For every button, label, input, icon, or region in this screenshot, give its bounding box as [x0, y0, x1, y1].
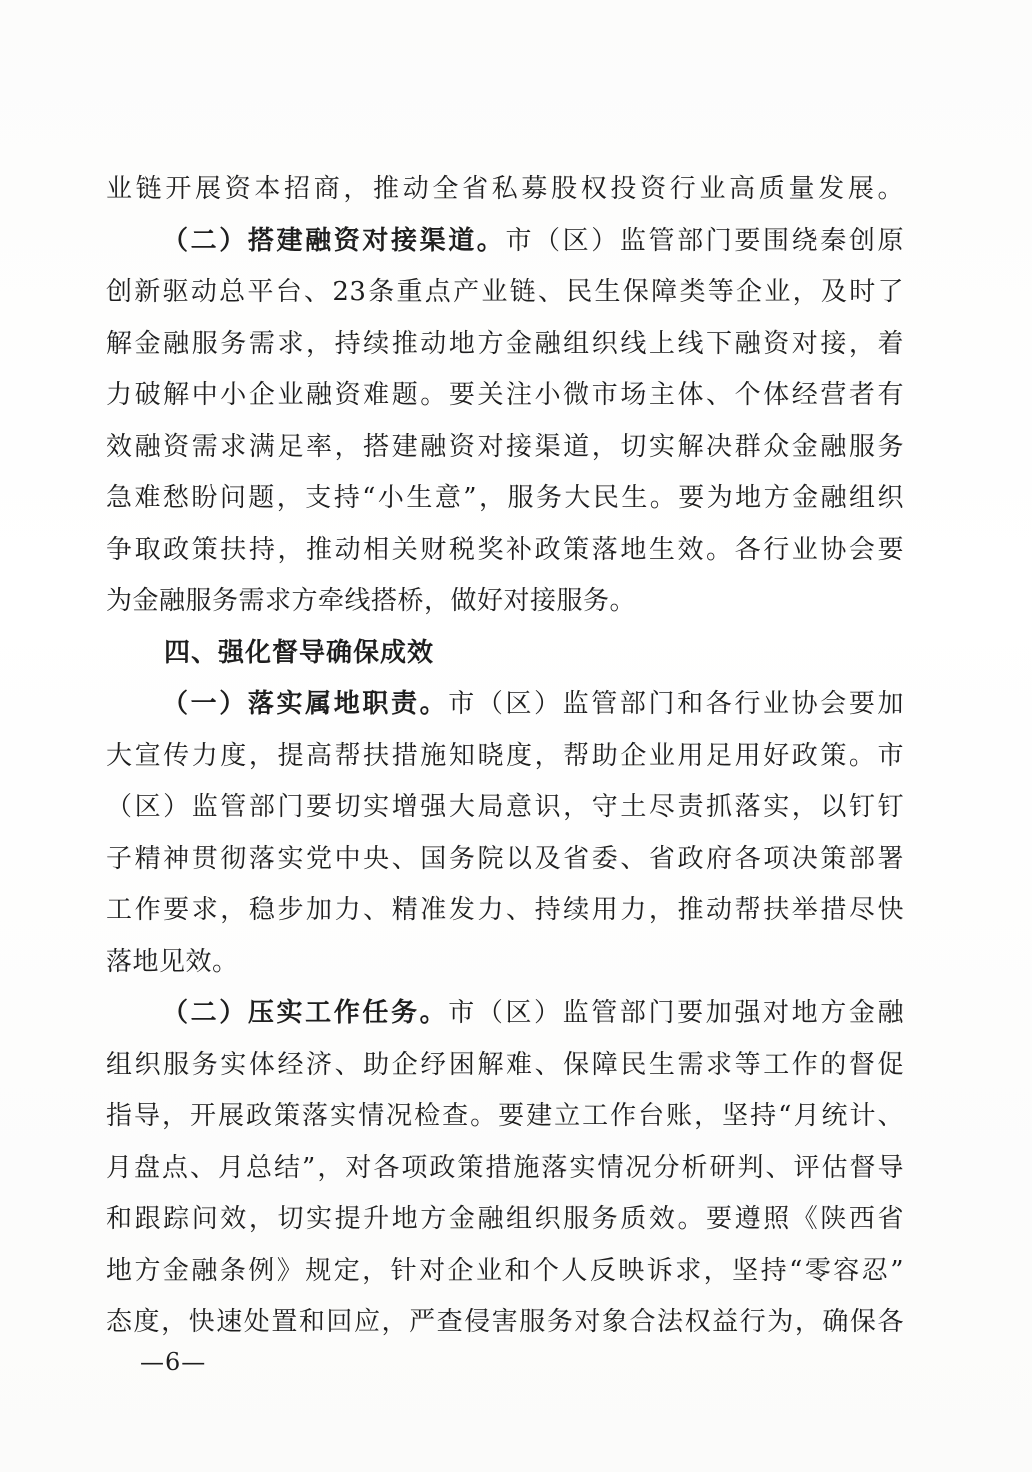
text-line: 和跟踪问效，切实提升地方金融组织服务质效。要遵照《陕西省: [106, 1204, 904, 1234]
paragraph-line: [106, 679, 904, 731]
text-line: 业链开展资本招商，推动全省私募股权投资行业高质量发展。: [106, 174, 904, 204]
text-line: （区）监管部门要切实增强大局意识，守土尽责抓落实，以钉钉: [106, 792, 904, 822]
section-heading: 四、强化督导确保成效: [164, 637, 435, 668]
text-line: 为金融服务需求方牵线搭桥，做好对接服务。: [106, 586, 637, 616]
document-body: [106, 164, 904, 1349]
text-line: 力破解中小企业融资难题。要关注小微市场主体、个体经营者有: [106, 380, 904, 410]
paragraph-line: [106, 988, 904, 1040]
text-span: 市（区）监管部门要围绕秦创原: [505, 225, 904, 256]
text-line: 态度，快速处置和回应，严查侵害服务对象合法权益行为，确保各: [106, 1307, 904, 1337]
page-number: —6—: [140, 1348, 207, 1376]
text-line: 创新驱动总平台、23条重点产业链、民生保障类等企业，及时了: [106, 277, 904, 307]
text-line: 争取政策扶持，推动相关财税奖补政策落地生效。各行业协会要: [106, 534, 904, 565]
section-lead: （二）压实工作任务。: [162, 998, 449, 1028]
text-line: 工作要求，稳步加力、精准发力、持续用力，推动帮扶举措尽快: [106, 895, 904, 925]
paragraph-line: [106, 216, 904, 268]
text-line: 月盘点、月总结”，对各项政策措施落实情况分析研判、评估督导: [106, 1152, 904, 1183]
text-line: 落地见效。: [106, 946, 239, 977]
section-lead: （一）落实属地职责。: [162, 689, 449, 719]
text-line: 解金融服务需求，持续推动地方金融组织线上线下融资对接，着: [106, 328, 904, 359]
text-line: 地方金融条例》规定，针对企业和个人反映诉求，坚持“零容忍”: [106, 1255, 904, 1286]
text-line: 效融资需求满足率，搭建融资对接渠道，切实解决群众金融服务: [106, 431, 904, 462]
section-lead: （二）搭建融资对接渠道。: [162, 225, 506, 256]
text-span: 市（区）监管部门要加强对地方金融: [448, 998, 904, 1028]
text-line: 组织服务实体经济、助企纾困解难、保障民生需求等工作的督促: [106, 1049, 904, 1080]
text-span: 市（区）监管部门和各行业协会要加: [448, 689, 904, 719]
text-line: 指导，开展政策落实情况检查。要建立工作台账，坚持“月统计、: [106, 1101, 904, 1131]
text-line: 子精神贯彻落实党中央、国务院以及省委、省政府各项决策部署: [106, 843, 904, 874]
text-line: 大宣传力度，提高帮扶措施知晓度，帮助企业用足用好政策。市: [106, 740, 904, 771]
text-line: 急难愁盼问题，支持“小生意”，服务大民生。要为地方金融组织: [106, 483, 904, 513]
